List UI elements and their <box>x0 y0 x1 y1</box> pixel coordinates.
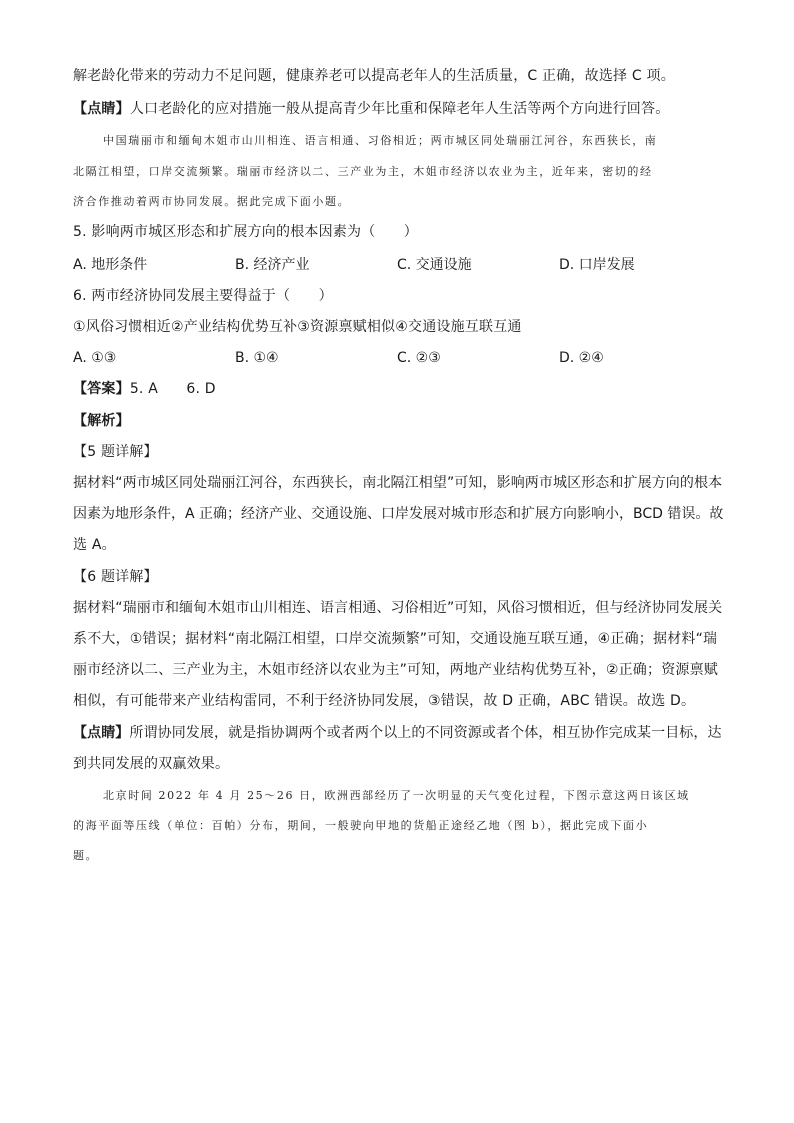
question-5-stem: 5. 影响两市城区形态和扩展方向的根本因素为（ ） <box>73 224 419 240</box>
passage-line: 济合作推动着两市协同发展。据此完成下面小题。 <box>73 195 351 208</box>
option-d: D. ②④ <box>559 350 604 366</box>
option-c: C. ②③ <box>397 350 441 366</box>
question-6-items: ①风俗习惯相近②产业结构优势互补③资源禀赋相似④交通设施互联互通 <box>73 319 522 335</box>
detail-line: 相似，有可能带来产业结构雷同，不利于经济协同发展，③错误，故 D 正确，ABC 错误。故选 D。 <box>73 693 696 709</box>
detail-line: 据材料“两市城区同处瑞丽江河谷，东西狭长，南北隔江相望”可知，影响两市城区形态和扩展方向的根本 <box>73 475 723 491</box>
tip-line <box>73 723 722 743</box>
passage-line: 北隔江相望，口岸交流频繁。瑞丽市经济以二、三产业为主，木姐市经济以农业为主，近年来，密切的经 <box>73 165 653 178</box>
text-line: 解老龄化带来的劳动力不足问题，健康养老可以提高老年人的生活质量，C 正确，故选择 C 项。 <box>73 68 675 84</box>
option-d: D. 口岸发展 <box>559 257 635 273</box>
tip-line <box>73 99 669 119</box>
option-b: B. ①④ <box>235 350 279 366</box>
option-c: C. 交通设施 <box>397 257 472 273</box>
detail-6-title: 【6 题详解】 <box>73 569 158 585</box>
tip-line: 到共同发展的双赢效果。 <box>73 756 230 772</box>
detail-line: 选 A。 <box>73 537 116 553</box>
passage-line: 中国瑞丽市和缅甸木姐市山川相连、语言相通、习俗相近；两市城区同处瑞丽江河谷，东西狭长，南 <box>103 134 658 147</box>
tip-text: 人口老龄化的应对措施一般从提高青少年比重和保障老年人生活等两个方向进行回答。 <box>129 101 670 117</box>
passage-line: 题。 <box>73 849 99 862</box>
option-b: B. 经济产业 <box>235 257 310 273</box>
answer-line <box>73 379 216 399</box>
detail-5-title: 【5 题详解】 <box>73 444 158 460</box>
tip-tag: 【点睛】 <box>73 101 130 117</box>
option-a: A. ①③ <box>73 350 117 366</box>
tip-text: 所谓协同发展，就是指协调两个或者两个以上的不同资源或者个体，相互协作完成某一目标，达 <box>129 725 722 741</box>
tip-tag: 【点睛】 <box>73 725 130 741</box>
answer-text: 5. A 6. D <box>129 381 216 397</box>
answer-tag: 【答案】 <box>73 381 130 397</box>
detail-line: 据材料“瑞丽市和缅甸木姐市山川相连、语言相通、习俗相近”可知，风俗习惯相近，但与经济协同发展关 <box>73 600 723 616</box>
option-a: A. 地形条件 <box>73 257 148 273</box>
passage-line: 的海平面等压线（单位：百帕）分布，期间，一般驶向甲地的货船正途经乙地（图 b），据此完成下面小 <box>73 819 649 832</box>
passage-line: 北京时间 2022 年 4 月 25～26 日，欧洲西部经历了一次明显的天气变化过程，下图示意这两日该区域 <box>103 789 690 802</box>
analysis-tag: 【解析】 <box>73 413 130 429</box>
question-6-stem: 6. 两市经济协同发展主要得益于（ ） <box>73 288 333 304</box>
detail-line: 系不大，①错误；据材料“南北隔江相望，口岸交流频繁”可知，交通设施互联互通，④正确；据材料“瑞 <box>73 631 718 647</box>
detail-line: 因素为地形条件，A 正确；经济产业、交通设施、口岸发展对城市形态和扩展方向影响小，BCD 错误。故 <box>73 506 724 522</box>
detail-line: 丽市经济以二、三产业为主，木姐市经济以农业为主”可知，两地产业结构优势互补，②正确；资源禀赋 <box>73 662 719 678</box>
